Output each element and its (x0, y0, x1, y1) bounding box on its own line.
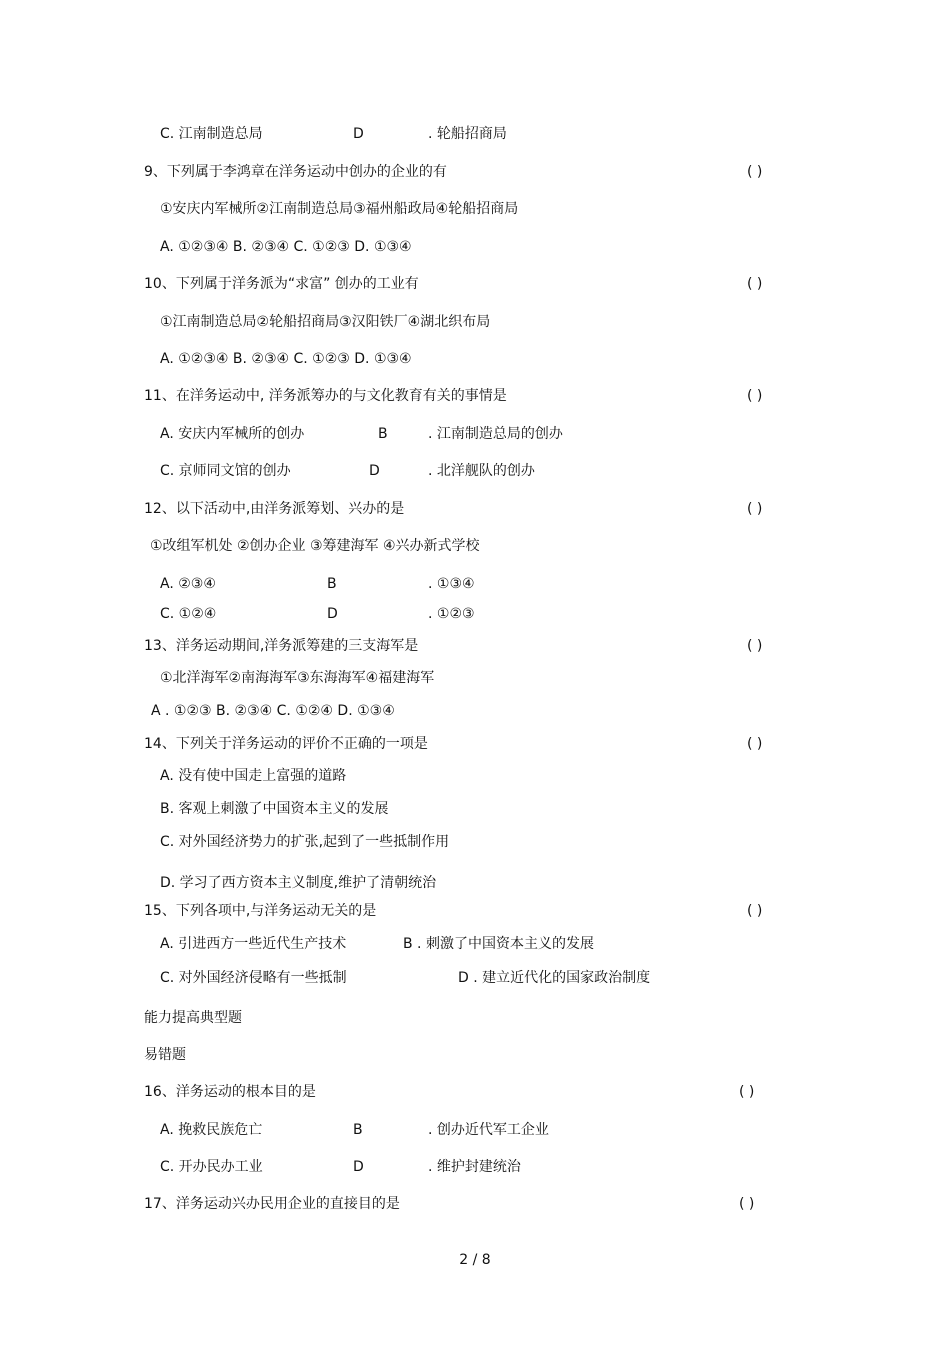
q16-option-c: C. 开办民办工业 (160, 1159, 263, 1175)
q14-option-b: B. 客观上刺激了中国资本主义的发展 (160, 801, 389, 817)
q15-option-a: A. 引进西方一些近代生产技术 (160, 936, 347, 952)
q12-option-d-text: . ①②③ (428, 606, 475, 622)
q14-option-d: D. 学习了西方资本主义制度,维护了清朝统治 (160, 875, 437, 891)
q11-option-b-letter: B (378, 426, 388, 442)
q9-items: ①安庆内军械所②江南制造总局③福州船政局④轮船招商局 (160, 201, 519, 217)
q10-items: ①江南制造总局②轮船招商局③汉阳铁厂④湖北织布局 (160, 314, 491, 330)
q11-option-c: C. 京师同文馆的创办 (160, 463, 291, 479)
q11-answer-bracket: ( ) (747, 388, 763, 404)
q9-answer-bracket: ( ) (747, 164, 763, 180)
q12-stem: 12、以下活动中,由洋务派筹划、兴办的是 (144, 501, 405, 517)
q12-option-b-text: . ①③④ (428, 576, 475, 592)
q10-options: A. ①②③④ B. ②③④ C. ①②③ D. ①③④ (160, 351, 412, 367)
q12-items: ①改组军机处 ②创办企业 ③筹建海军 ④兴办新式学校 (150, 538, 480, 554)
section-heading-error-prone: 易错题 (144, 1047, 186, 1063)
section-heading-ability: 能力提高典型题 (144, 1010, 242, 1026)
q11-option-d-text: . 北洋舰队的创办 (428, 463, 535, 479)
q15-stem: 15、下列各项中,与洋务运动无关的是 (144, 903, 377, 919)
q16-option-b-letter: B (353, 1122, 363, 1138)
q11-option-b-text: . 江南制造总局的创办 (428, 426, 563, 442)
q15-option-b: B . 刺激了中国资本主义的发展 (403, 936, 594, 952)
q9-options: A. ①②③④ B. ②③④ C. ①②③ D. ①③④ (160, 239, 412, 255)
q9-stem: 9、下列属于李鸿章在洋务运动中创办的企业的有 (144, 164, 447, 180)
q15-option-d: D . 建立近代化的国家政治制度 (458, 970, 651, 986)
q12-answer-bracket: ( ) (747, 501, 763, 517)
q17-answer-bracket: ( ) (739, 1196, 755, 1212)
q14-option-c: C. 对外国经济势力的扩张,起到了一些抵制作用 (160, 834, 450, 850)
q12-option-b-letter: B (327, 576, 337, 592)
q17-stem: 17、洋务运动兴办民用企业的直接目的是 (144, 1196, 400, 1212)
q16-option-a: A. 挽救民族危亡 (160, 1122, 263, 1138)
q12-option-d-letter: D (327, 606, 338, 622)
q16-option-b-text: . 创办近代军工企业 (428, 1122, 549, 1138)
q8-option-c: C. 江南制造总局 (160, 126, 263, 142)
q10-answer-bracket: ( ) (747, 276, 763, 292)
q13-answer-bracket: ( ) (747, 638, 763, 654)
q16-stem: 16、洋务运动的根本目的是 (144, 1084, 316, 1100)
q15-option-c: C. 对外国经济侵略有一些抵制 (160, 970, 347, 986)
q11-stem: 11、在洋务运动中, 洋务派筹办的与文化教育有关的事情是 (144, 388, 507, 404)
q8-option-d-text: . 轮船招商局 (428, 126, 507, 142)
page-number: 2 / 8 (459, 1252, 491, 1268)
q16-option-d-letter: D (353, 1159, 364, 1175)
q13-stem: 13、洋务运动期间,洋务派筹建的三支海军是 (144, 638, 419, 654)
q13-items: ①北洋海军②南海海军③东海海军④福建海军 (160, 670, 435, 686)
q10-stem: 10、下列属于洋务派为“求富” 创办的工业有 (144, 276, 419, 292)
q13-options: A . ①②③ B. ②③④ C. ①②④ D. ①③④ (151, 703, 395, 719)
q14-answer-bracket: ( ) (747, 736, 763, 752)
q15-answer-bracket: ( ) (747, 903, 763, 919)
q8-option-d-letter: D (353, 126, 364, 142)
q11-option-a: A. 安庆内军械所的创办 (160, 426, 305, 442)
q12-option-c: C. ①②④ (160, 606, 217, 622)
q16-answer-bracket: ( ) (739, 1084, 755, 1100)
q11-option-d-letter: D (369, 463, 380, 479)
q14-stem: 14、下列关于洋务运动的评价不正确的一项是 (144, 736, 428, 752)
q12-option-a: A. ②③④ (160, 576, 216, 592)
q16-option-d-text: . 维护封建统治 (428, 1159, 521, 1175)
q14-option-a: A. 没有使中国走上富强的道路 (160, 768, 347, 784)
